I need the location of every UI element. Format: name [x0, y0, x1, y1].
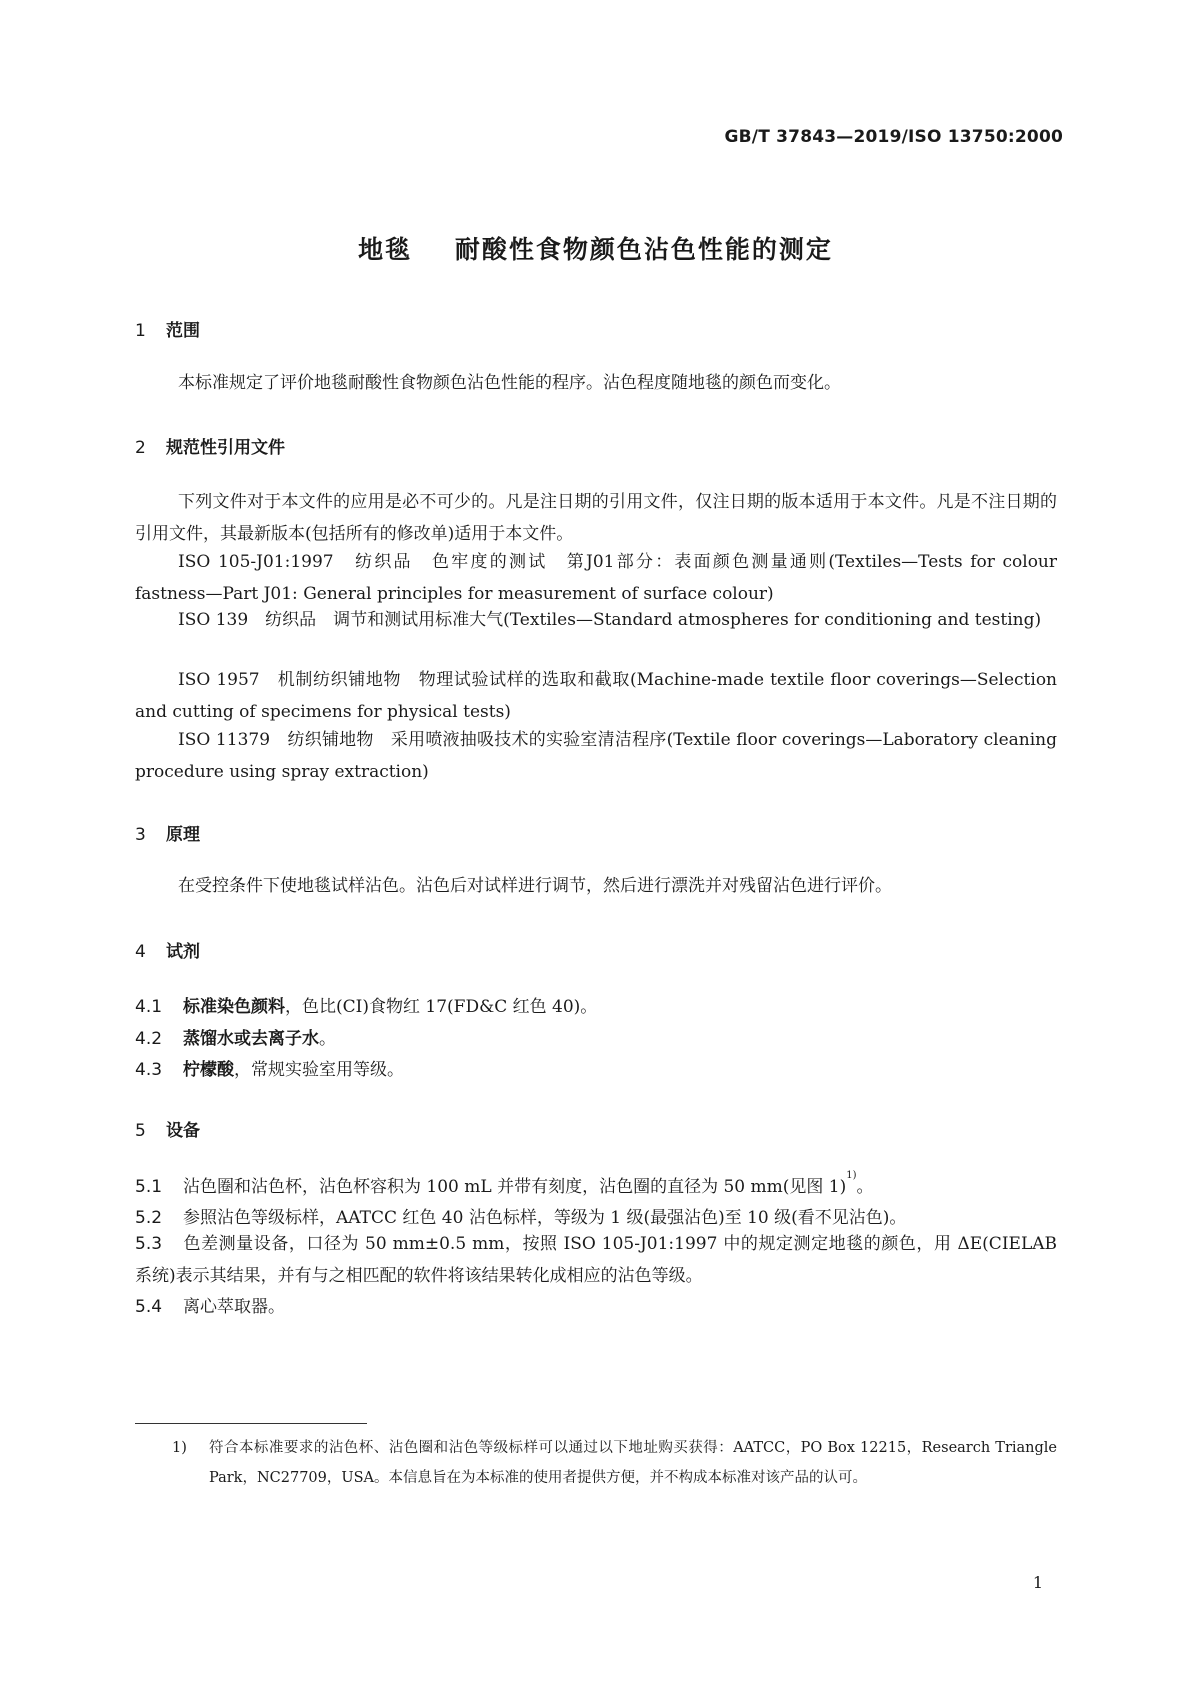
reagent-item — [135, 1055, 404, 1080]
reference-item: ISO 139 纺织品 调节和测试用标准大气(Textiles—Standard atmospheres for conditioning and testing) — [178, 610, 1042, 630]
item-text: 沾色圈和沾色杯，沾色杯容积为 100 mL 并带有刻度，沾色圈的直径为 50 mm(见图 1) — [183, 1177, 847, 1197]
section-1-text: 本标准规定了评价地毯耐酸性食物颜色沾色性能的程序。沾色程度随地毯的颜色而变化。 — [178, 373, 841, 393]
section-number: 2 — [135, 438, 146, 458]
section-2-heading — [135, 433, 285, 458]
footnote-number: 1) — [172, 1440, 187, 1456]
apparatus-item — [135, 1203, 906, 1228]
apparatus-item — [135, 1172, 874, 1197]
section-3-text: 在受控条件下使地毯试样沾色。沾色后对试样进行调节，然后进行漂洗并对残留沾色进行评价。 — [178, 876, 892, 896]
reference-item: ISO 11379 纺织铺地物 采用喷液抽吸技术的实验室清洁程序(Textile floor coverings—Laboratory cleaning procedure using spray extraction) — [135, 730, 1057, 782]
section-3-heading — [135, 820, 200, 845]
section-title: 设备 — [166, 1121, 200, 1141]
item-bold-term: 蒸馏水或去离子水 — [183, 1029, 319, 1049]
item-text: 。 — [856, 1177, 874, 1197]
section-number: 5 — [135, 1121, 146, 1141]
footnote-marker[interactable]: 1) — [846, 1170, 857, 1181]
section-5-heading — [135, 1116, 200, 1141]
section-4-heading — [135, 937, 200, 962]
item-number: 4.3 — [135, 1060, 163, 1080]
section-number: 4 — [135, 942, 146, 962]
section-1-heading — [135, 316, 200, 341]
apparatus-item — [135, 1292, 285, 1317]
section-title: 试剂 — [166, 942, 200, 962]
page-number: 1 — [1032, 1573, 1043, 1592]
reagent-item — [135, 1024, 336, 1049]
reference-item: ISO 1957 机制纺织铺地物 物理试验试样的选取和截取(Machine-made textile floor coverings—Selection and cutting of specimens for physical tests) — [135, 670, 1057, 722]
item-number: 5.4 — [135, 1297, 163, 1317]
reference-item: ISO 105-J01:1997 纺织品 色牢度的测试 第J01部分：表面颜色测量通则(Textiles—Tests for colour fastness—Part J01: General principles for measurement of surface colour) — [135, 552, 1057, 604]
section-title: 原理 — [166, 825, 200, 845]
section-title: 范围 — [166, 321, 200, 341]
section-number: 3 — [135, 825, 146, 845]
footnote-text: 符合本标准要求的沾色杯、沾色圈和沾色等级标样可以通过以下地址购买获得：AATCC，PO Box 12215，Research Triangle Park，NC27709，USA。本信息旨在为本标准的使用者提供方便，并不构成本标准对该产品的认可。 — [209, 1440, 1057, 1486]
item-text: 。 — [319, 1029, 336, 1049]
item-bold-term: 标准染色颜料 — [183, 997, 285, 1017]
item-number: 5.3 — [135, 1234, 163, 1254]
item-text: 参照沾色等级标样，AATCC 红色 40 沾色标样，等级为 1 级(最强沾色)至 10 级(看不见沾色)。 — [183, 1208, 907, 1228]
item-number: 5.1 — [135, 1177, 163, 1197]
item-number: 4.2 — [135, 1029, 163, 1049]
section-number: 1 — [135, 321, 146, 341]
item-number: 5.2 — [135, 1208, 163, 1228]
apparatus-item — [135, 1228, 1057, 1292]
standard-code: GB/T 37843—2019/ISO 13750:2000 — [724, 127, 1063, 147]
document-title: 地毯 耐酸性食物颜色沾色性能的测定 — [358, 235, 833, 264]
item-text: 离心萃取器。 — [183, 1297, 285, 1317]
section-title: 规范性引用文件 — [166, 438, 285, 458]
item-number: 4.1 — [135, 997, 163, 1017]
item-text: ，常规实验室用等级。 — [234, 1060, 404, 1080]
section-2-intro: 下列文件对于本文件的应用是必不可少的。凡是注日期的引用文件，仅注日期的版本适用于本文件。凡是不注日期的引用文件，其最新版本(包括所有的修改单)适用于本文件。 — [135, 492, 1057, 544]
reagent-item — [135, 992, 597, 1017]
item-bold-term: 柠檬酸 — [183, 1060, 234, 1080]
item-text: 色差测量设备，口径为 50 mm±0.5 mm，按照 ISO 105-J01:1997 中的规定测定地毯的颜色，用 ΔE(CIELAB 系统)表示其结果，并有与之相匹配的软件将该结果转化成相应的沾色等级。 — [135, 1234, 1057, 1286]
item-text: ，色比(CI)食物红 17(FD&C 红色 40)。 — [285, 997, 598, 1017]
footnote-divider — [135, 1423, 367, 1424]
